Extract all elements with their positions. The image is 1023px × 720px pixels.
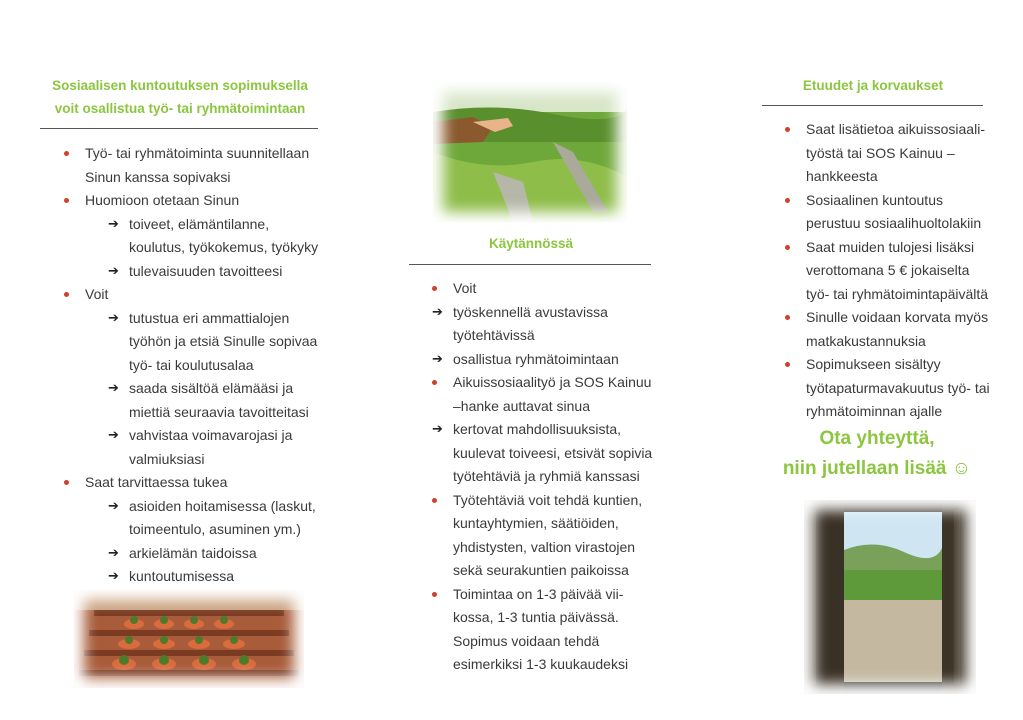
arrow-sub-item	[40, 424, 320, 471]
middle-bullet-list	[409, 277, 653, 677]
column-left	[40, 0, 320, 720]
item-line: kuulevat toiveesi, etsivät sopivia	[453, 444, 653, 461]
item-line: ➔ kertovat mahdollisuuksista,	[453, 421, 622, 437]
item-line: ➔ työskennellä avustavissa	[453, 303, 608, 320]
bullet-item	[762, 236, 992, 307]
item-line: Saat lisätietoa aikuissosiaali-	[806, 121, 985, 137]
arrow-sub-item	[40, 495, 320, 542]
plant-pots-photo	[74, 590, 304, 688]
left-bullet-list	[40, 142, 320, 589]
arrow-sub-item	[409, 348, 653, 372]
left-heading-line1: Sosiaalisen kuntoutuksen sopimuksella	[52, 78, 308, 93]
item-line: Saat muiden tulojesi lisäksi	[806, 238, 975, 255]
item-line: työtapaturmavakuutus työ- tai	[806, 379, 990, 396]
item-line: ryhmätoiminnan ajalle	[806, 403, 943, 419]
bullet-item	[762, 306, 992, 353]
item-line: Sopimukseen sisältyy	[806, 356, 941, 372]
contact-line2: niin jutellaan lisää ☺	[782, 458, 972, 479]
arrow-sub-item	[40, 307, 320, 378]
arrow-sub-item	[409, 418, 653, 489]
item-line: Voit	[85, 286, 109, 302]
item-line: työstä tai SOS Kainuu –	[806, 144, 955, 161]
bullet-item	[40, 283, 320, 307]
arrow-sub-item	[40, 542, 320, 566]
right-bullet-list	[762, 118, 992, 424]
right-divider	[762, 105, 983, 106]
item-line: ➔ tutustua eri ammattialojen	[129, 309, 290, 326]
contact-callout	[762, 424, 992, 484]
item-line: verottomana 5 € jokaiselta	[806, 262, 970, 278]
item-line: ➔ toiveet, elämäntilanne,	[129, 215, 270, 232]
arrow-sub-item	[40, 565, 320, 589]
item-line: Saat tarvittaessa tukea	[85, 474, 228, 490]
moss-hand-photo	[433, 82, 627, 222]
item-line: sekä seurakuntien paikoissa	[453, 562, 629, 578]
arrow-sub-item	[40, 213, 320, 260]
item-line: Työtehtäviä voit tehdä kuntien,	[453, 491, 643, 508]
item-line: miettiä seuraavia tavoitteitasi	[129, 403, 309, 420]
bullet-item	[40, 471, 320, 495]
item-line: ➔ saada sisältöä elämääsi ja	[129, 380, 294, 396]
item-line: ➔ kuntoutumisessa	[129, 568, 235, 584]
bullet-item	[40, 189, 320, 213]
column-right	[762, 0, 992, 720]
item-line: hankkeesta	[806, 168, 878, 184]
bullet-item	[762, 189, 992, 236]
item-line: kuntayhtymien, säätiöiden,	[453, 515, 619, 531]
item-line: matkakustannuksia	[806, 332, 926, 349]
bullet-item	[409, 583, 653, 677]
item-line: Toimintaa on 1-3 päivää vii-	[453, 585, 624, 602]
item-line: Työ- tai ryhmätoiminta suunnitellaan	[85, 145, 310, 161]
item-line: Sopimus voidaan tehdä	[453, 632, 600, 649]
contact-line1: Ota yhteyttä,	[819, 428, 935, 449]
item-line: Sinulle voidaan korvata myös	[806, 309, 989, 325]
item-line: perustuu sosiaalihuoltolakiin	[806, 215, 982, 231]
item-line: ➔ asioiden hoitamisessa (laskut,	[129, 497, 316, 514]
arrow-sub-item	[409, 301, 653, 348]
middle-heading: Käytännössä	[488, 236, 574, 251]
item-line: –hanke auttavat sinua	[453, 397, 590, 414]
item-line: Aikuissosiaalityö ja SOS Kainuu	[453, 374, 652, 390]
arrow-sub-item	[40, 260, 320, 284]
bullet-item	[762, 353, 992, 424]
bullet-item	[409, 371, 653, 418]
item-line: valmiuksiasi	[129, 450, 205, 467]
item-line: Voit	[453, 280, 477, 296]
bullet-item	[762, 118, 992, 189]
item-line: Sosiaalinen kuntoutus	[806, 191, 943, 208]
item-line: Sinun kanssa sopivaksi	[85, 168, 231, 185]
middle-divider	[409, 264, 651, 265]
item-line: ➔ tulevaisuuden tavoitteesi	[129, 262, 283, 279]
item-line: työ- tai koulutusalaa	[129, 356, 254, 373]
item-line: kossa, 1-3 tuntia päivässä.	[453, 609, 619, 625]
left-heading	[40, 74, 320, 120]
left-divider	[40, 128, 318, 129]
column-middle	[409, 0, 653, 720]
item-line: työhön ja etsiä Sinulle sopivaa	[129, 333, 318, 349]
left-heading-line2: voit osallistua työ- tai ryhmätoimintaan	[54, 101, 306, 116]
item-line: koulutus, työkokemus, työkyky	[129, 239, 319, 255]
item-line: työ- tai ryhmätoimintapäivältä	[806, 285, 989, 302]
bullet-item	[409, 489, 653, 583]
item-line: Huomioon otetaan Sinun	[85, 192, 240, 208]
item-line: ➔ osallistua ryhmätoimintaan	[453, 350, 619, 367]
item-line: työtehtävissä	[453, 327, 535, 343]
item-line: esimerkiksi 1-3 kuukaudeksi	[453, 656, 629, 672]
bullet-item	[409, 277, 653, 301]
item-line: toimeentulo, asuminen ym.)	[129, 521, 301, 537]
barn-door-photo	[804, 500, 976, 694]
item-line: ➔ vahvistaa voimavarojasi ja	[129, 427, 293, 443]
bullet-item	[40, 142, 320, 189]
right-heading: Etuudet ja korvaukset	[802, 78, 944, 93]
item-line: ➔ arkielämän taidoissa	[129, 544, 257, 561]
arrow-sub-item	[40, 377, 320, 424]
item-line: yhdistysten, valtion virastojen	[453, 538, 636, 555]
item-line: työtehtäviä ja ryhmiä kanssasi	[453, 468, 640, 484]
